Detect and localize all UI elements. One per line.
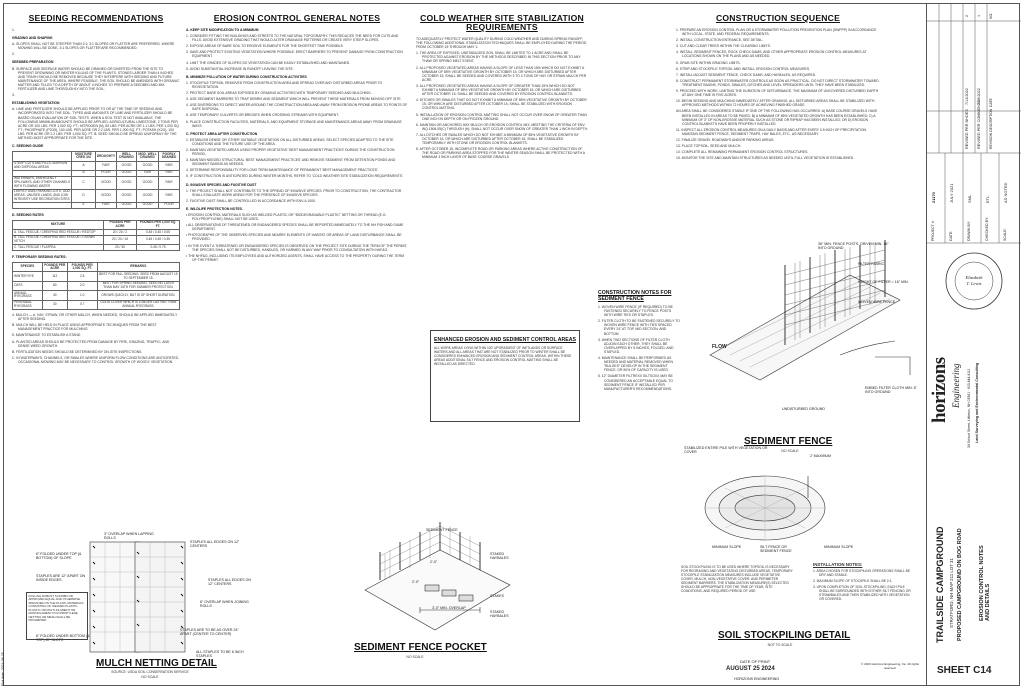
erosion-note: • IN THE EVENT A THREATENED OR ENDANGERED SPECIES IS OBSERVED ON THE PROJECT SITE DURING THE TERM OF THE PERMIT, THE SPECIES SHALL NOT BE DISTURBED, HANDLED, OR HARMED IN ANY WAY PRIOR TO CONSULTATION WITH NHF&G. <box>186 243 408 252</box>
firm-logo-tag: Engineering <box>951 363 961 408</box>
pocket-haybales-label: STAKED HAYBALES <box>490 552 509 561</box>
sheet-name: EROSION CONTROL NOTES AND DETAILS <box>979 545 992 621</box>
table-cell: 0.45 / 0.45 / 0.35 <box>136 235 179 244</box>
mulch-staples-side-label: STAPLES ALL EDGES ON 12" CENTERS <box>208 578 251 587</box>
firm-logo: horizons <box>929 357 950 423</box>
mulch-netting-scale: NO SCALE <box>141 675 159 679</box>
date-of-print: AUGUST 25 2024 <box>726 666 775 672</box>
install-note: 2. MAXIMUM SLOPE OF STOCKPILE SHALL BE 2:1. <box>813 579 893 583</box>
table-row <box>13 291 180 300</box>
cold-weather-note: 6. MAINTAIN OR ANCHORED HAY MULCH OR EROSION CONTROL MIX, MEETING THE CRITERIA OF ENV-WQ 1506.05(C) THROUGH (H), SHALL NOT OCCUR OVER SNOW OF GREATER THAN 1 INCH IN DEPTH. <box>416 122 588 131</box>
seeding-tail-note: 5. MAINTENANCE TO ESTABLISH A STAND <box>12 333 81 338</box>
pocket-fence-label: SEDIMENT FENCE <box>426 528 458 532</box>
sequence-step: AN AREA SHALL BE CONSIDERED STABLE IF ONE OF THE FOLLOWING HAS OCCURRED: A) BASE COURSE GRAVELS HAVE BEEN INSTALLED IN AREAS TO BE PAVED; B) A MINIMUM OF 85% VEGETATED GROWTH HAS BEEN ESTABLISHED; C) A MINIMUM OF 3" OF NON-EROSIVE MATERIAL SUCH AS STONE OR RIPRAP HAS BEEN INSTALLED; OR D) EROSION CONTROL BLANKETS HAVE BEEN PROPERLY INSTALLED. <box>676 109 878 126</box>
sediment-fence-note: 2. FILTER CLOTH TO BE FASTENED SECURELY TO WOVEN WIRE FENCE WITH TIES SPACED EVERY 24" AT TOP, MID SECTION, AND BOTTOM. <box>598 319 680 336</box>
rev-1-date: 2/28/2022 <box>977 88 981 105</box>
seeding-item-number: 1. <box>12 28 15 32</box>
stockpile-height-label: 2' MAXIMUM <box>810 454 832 458</box>
table-cell: 1.0 <box>67 291 97 300</box>
firm-services: Land Surveying and Environmental Consulting <box>975 362 979 443</box>
table-cell: POOR <box>159 202 180 208</box>
pocket-stakes-label: STAKES <box>490 594 504 598</box>
cold-weather-items <box>416 51 588 159</box>
table-cell: C. TALL FESCUE / FLATPEA <box>13 245 104 251</box>
table-cell: B <box>72 170 96 176</box>
erosion-note: 4. LIMIT THE GRADES OF SLOPES SO VEGETATION CAN BE EASILY ESTABLISHED AND MAINTAINED. <box>186 60 351 65</box>
svg-text:Elizabeth: Elizabeth <box>965 275 983 280</box>
erosion-note: 4. USE DIVERSIONS TO DIRECT WATER AROUND THE CONSTRUCTION AREA AND AWAY FROM EROSION PRONE AREAS TO POINTS OF SAFE DISPOSAL. <box>186 103 408 112</box>
pe-stamp-seal <box>944 251 1004 311</box>
table-row <box>13 161 180 170</box>
stockpile-stabilize-label: STABILIZED ENTIRE PILE WITH VEGETATION OR COVER <box>684 446 768 455</box>
sediment-fence-notes-title: CONSTRUCTION NOTES FOR SEDIMENT FENCE <box>598 290 672 302</box>
table-cell: FAIR <box>159 189 180 202</box>
sequence-step: 14. COMPLETE ALL REMAINING PERMANENT EROSION CONTROL STRUCTURES. <box>676 150 809 155</box>
table-cell: BEST FOR SPRING SEEDING. SEED NO LATER THAN MAY 15TH FOR SUMMER PROTECTION. <box>97 281 179 290</box>
seeding-items <box>12 28 180 140</box>
cold-weather-requirements <box>416 14 588 314</box>
seeding-item-heading: ESTABLISHING VEGETATION <box>12 101 60 106</box>
mulch-folded-top-label: 6" FOLDED UNDER TOP (& BOTTOM) OF SLOPE <box>36 552 82 561</box>
firm-address: 34 School Street, Littleton, NH 03561 · 603.444.4111 <box>967 368 971 448</box>
erosion-note: 3. MAINTAIN NEEDED STRUCTURAL 'BEST MANAGEMENT PRACTICES' AND REMOVE SEDIMENT FROM DETENTION PONDS AND SEDIMENT BASINS AS NEEDED. <box>186 158 396 167</box>
plot-date-label: Plot date: 2024-08-25 <box>1 652 5 686</box>
erosion-note: 1. STOCKPILE TOPSOIL REMOVED FROM CONSTRUCTION AREA AND SPREAD OVER ANY DISTURBED AREAS PRIOR TO REVEGETATION. <box>186 80 383 89</box>
sequence-step: 5. GRUB SITE WITHIN GRADING LIMITS. <box>676 60 741 65</box>
erosion-title: EROSION CONTROL GENERAL NOTES <box>213 14 381 23</box>
table-cell: 2.0 <box>67 281 97 290</box>
erosion-note: 1. CONSIDER FITTING THE BUILDINGS AND STREETS TO THE NATURAL TOPOGRAPHY. THIS REDUCES THE NEED FOR CUTS AND FILLS. AVOID EXTENSIVE GRADING THAT WOULD ALTER DRAINAGE PATTERNS OR CREATE VERY STEEP SLOPES. <box>186 34 399 43</box>
table-cell: 0.45 / 0.45 / 0.05 <box>136 230 179 236</box>
erosion-note: 5. AVOID SUBSTANTIAL INCREASE IN RUNOFF LEAVING THE SITE. <box>186 66 294 71</box>
rev-2-desc: REVISED PER NHDES <box>965 109 969 149</box>
erosion-note: 1. ESTABLISH DENSE OR OTHER SUITABLE VEGETATION ON ALL DISTURBED AREAS. SELECT SPECIES ADAPTED TO THE SITE CONDITIONS AND THE FUTURE USE OF THE AREA. <box>186 137 394 146</box>
erosion-note: 3. SAVE AND PROTECT EXISTING VEGETATION WHERE POSSIBLE. ERECT BARRIERS TO PREVENT DAMAGE FROM CONSTRUCTION EQUIPMENT. <box>186 50 403 59</box>
install-note-items <box>813 569 915 601</box>
table-cell: FAIR <box>136 170 158 176</box>
seeding-item-heading: SEEDBED PREPARATION <box>12 60 54 65</box>
mulch-staples-top-label: STAPLES ALL EDGES ON 12" CENTERS <box>190 540 240 549</box>
sediment-fence-note: 1. WOVEN WIRE FENCE (IF REQUIRED) TO BE FASTENED SECURELY TO FENCE POSTS WITH WIRE TIES OR STAPLES. <box>598 305 673 318</box>
sequence-step: 9. PROCEED WITH WORK, LIMITING THE DURATION OF DISTURBANCE. THE MAXIMUM OF UNCOVERED DISTURBED EARTH AT ANY ONE TIME IS FIVE ACRES. <box>676 89 879 98</box>
fence-post-label: 36" MIN. FENCE POSTS, DRIVEN MIN. 16" INTO GROUND <box>818 242 889 251</box>
checked-value: ETL <box>985 195 990 203</box>
seeding-item-text: A. SLOPES SHALL NOT BE STEEPER THAN 2:1; 3:1 SLOPES OR FLATTER ARE PREFERRED. WHERE MOWING WILL BE DONE, 3:1 SLOPES OR FLATTER ARE RECOMMENDED. <box>12 42 175 51</box>
table-header-cell: REMARKS <box>97 263 179 272</box>
checked-label: CHECKED BY: <box>985 216 989 241</box>
install-note: 1. AREA CHOSEN FOR STOCKPILING OPERATIONS SHALL BE DRY AND STABLE. <box>813 569 911 577</box>
table-header-cell: POUNDS PER 1,000 SQ. FT. <box>136 220 179 229</box>
sequence-step: 11. INSPECT ALL EROSION CONTROL MEASURES ON A DAILY BASIS AND AFTER EVERY 0.5 INCH OF PRECIPITATION. MAINTAIN SEDIMENT FENCE, SEDIMENT TRAPS, HAY BALES, ETC., AS NECESSARY. <box>676 127 867 136</box>
revision-table-grid <box>927 3 1021 243</box>
cold-weather-intro: TO ADEQUATELY PROTECT WATER QUALITY DURING COLD WEATHER AND DURING SPRING RUNOFF, THE FOLLOWING ADDITIONAL STABILIZATION TECHNIQUES SHALL BE EMPLOYED DURING THE PERIOD FROM OCTOBER 15 THROUGH MAY 1: <box>416 37 587 50</box>
seeding-item-heading: GRADING AND SHAPING <box>12 36 53 41</box>
table-row <box>13 176 180 189</box>
table-cell: E <box>72 202 96 208</box>
seeding-rates-caption: D. SEEDING RATES <box>12 212 44 217</box>
construction-sequence-items <box>676 28 880 160</box>
table-row <box>13 189 180 202</box>
rev-1-no: 1 <box>977 14 981 17</box>
project-title: TRAILSIDE CAMPGROUND <box>935 526 945 643</box>
table-cell: GOOD <box>117 161 137 170</box>
table-cell: GOOD <box>117 176 137 189</box>
table-cell: 20 / 20 / 2 <box>104 230 137 236</box>
filter-fabric-label: FILTER FABRIC <box>858 262 885 266</box>
title-block <box>926 3 1020 686</box>
erosion-note: 4. DETERMINE RESPONSIBILITY FOR LONG TERM MAINTENANCE OF PERMANENT 'BEST MANAGEMENT PRACTICES'. <box>186 168 379 173</box>
copyright-notice: © 2023 Horizons Engineering, Inc. All rights reserved. <box>861 662 919 671</box>
cold-weather-note: 7. ALL DITCHES OR SWALES WHICH DO NOT EXHIBIT A MINIMUM OF 85% VEGETATIVE GROWTH BY OCTOBER 15, OR WHICH ARE DISTURBED AFTER OCTOBER 15, SHALL BE STABILIZED TEMPORARILY WITH STONE OR EROSION CONTROL BLANKETS. <box>416 132 579 146</box>
table-cell: GOOD <box>117 170 137 176</box>
seeding-item-number: 3. <box>12 93 15 98</box>
erosion-note: 2. EXPOSE AREAS OF BARE SOIL TO EROSIVE ELEMENTS FOR THE SHORTEST TIME POSSIBLE. <box>186 44 344 49</box>
cold-weather-note: 1. THE AREA OF EXPOSED, UNSTABILIZED SOIL SHALL BE LIMITED TO 1 ACRE AND SHALL BE PROTECTED AGAINST EROSION BY THE METHODS DESCRIBED IN THIS SECTION PRIOR TO ANY THAW OR SPRING MELT EVENT. <box>416 51 581 64</box>
erosion-section-heading: B. MINIMIZE POLLUTION OF WATER DURING CONSTRUCTION ACTIVITIES <box>186 74 307 79</box>
rev-2-no: 2 <box>965 14 969 17</box>
table-cell: GOOD COVER WHICH IS LONGER LASTING THAN ANNUAL RYEGRASS. <box>97 300 179 309</box>
pocket-dim-1: 2'-0" <box>430 560 438 564</box>
soil-stockpiling-title: SOIL STOCKPILING DETAIL <box>718 630 851 641</box>
table-cell: GOOD <box>95 189 116 202</box>
cold-weather-note: 2. ALL PROPOSED VEGETATED AREAS HAVING A SLOPE OF LESS THAN 15% WHICH DO NOT EXHIBIT A MINIMUM OF 85% VEGETATIVE GROWTH BY OCTOBER 15, OR WHICH ARE DISTURBED AFTER OCTOBER 15, SHALL BE SEEDED AND COVERED WITH 3 TO 4 TONS OF HAY OR STRAW MULCH PER ACRE. <box>416 65 587 82</box>
table-header-row <box>13 220 180 229</box>
table-cell: FAIR <box>159 161 180 170</box>
seeding-rates-table <box>12 220 180 251</box>
sediment-fence-note-items <box>598 305 680 391</box>
sequence-step: 6. STRIP AND STOCKPILE TOPSOIL AND INSTALL EROSION CONTROL MEASURES. <box>676 66 811 71</box>
seeding-item-text: B. SURFACE AND SEEPAGE WATER SHOULD BE DRAINED OR DIVERTED FROM THE SITE TO PREVENT DROWNING OR WINTER KILLING OF THE PLANTS. STONES LARGER THAN 4 INCHES AND TRASH SHOULD BE REMOVED BECAUSE THEY INTERFERE WITH SEEDING AND FUTURE MAINTENANCE OF THE AREA. WHERE FEASIBLE, THE SOIL SHOULD BE AMENDED WITH ORGANIC MATTER AND TILLED TO A DEPTH OF ABOUT 4 INCHES TO PREPARE A SEEDBED AND MIX FERTILIZER AND LIME THOROUGHLY INTO THE SOIL. <box>12 66 180 92</box>
table-cell: LIGHTLY USED PARKING LOTS, ODD AREAS, UNUSED LANDS, AND LOW INTENSITY USE RECREATION SITES <box>14 189 70 201</box>
flow-label: FLOW <box>712 344 727 350</box>
erosion-note: 2. MAINTAIN VEGETATED AREAS USING PROPER VEGETATIVE 'BEST MANAGEMENT PRACTICES' DURING THE CONSTRUCTION PERIOD. <box>186 147 395 157</box>
table-cell: FAIR <box>159 176 180 189</box>
erosion-section-heading: A. KEEP SITE MODIFICATION TO A MINIMUM <box>186 28 259 32</box>
mulch-staples-inside-label: STAPLES ARE 12" APART ON INSIDE EDGES <box>36 574 86 583</box>
table-cell: GOOD <box>117 189 137 202</box>
sequence-step: 12. FINALIZE GRAVEL ROADWAYS AND/OR PARKING AREAS. <box>676 137 775 142</box>
table-cell: 112 <box>42 272 67 281</box>
table-cell: A. TALL FESCUE / CREEPING RED FESCUE / REDTOP <box>13 230 104 236</box>
stockpile-fence-label: SILT FENCE OR SEDIMENT FENCE <box>760 545 792 554</box>
erosion-section-heading: E. WILDLIFE PROTECTION NOTES. <box>186 206 243 211</box>
seeding-tail-note: B. MULCH WILL BE HELD IN PLACE USING APPROPRIATE TECHNIQUES FROM THE BEST MANAGEMENT PRACTICE FOR MULCHING. <box>12 323 157 332</box>
table-cell: 20 / 30 <box>104 245 137 251</box>
erosion-control-notes <box>186 14 408 454</box>
table-cell: GOOD <box>117 202 137 208</box>
mulch-overlap-label: 3" OVERLAP WHEN LAPPING ROLLS <box>104 532 154 541</box>
seeding-tail-note: 4. MULCH — A. HAY, STRAW, OR OTHER MULCH, WHEN NEEDED, SHOULD BE APPLIED IMMEDIATELY AFTER SEEDING. <box>12 313 178 322</box>
project-location: STRATFORD, NH MAP 211 LOT 31 <box>949 558 954 628</box>
filter-height-label: HEIGHT OF FILTER = 16" MIN. <box>858 280 909 284</box>
table-cell: STEEP CUTS AND FILLS, BORROW AND DISPOSAL AREAS <box>13 161 72 170</box>
enhanced-erosion-box <box>430 330 580 422</box>
table-cell: 0.7 <box>67 300 97 309</box>
sediment-fence-notes <box>598 287 680 432</box>
table-cell: D <box>72 189 96 202</box>
soil-stockpile-drawing <box>690 458 840 558</box>
sediment-fence-note: 3. WHEN TWO SECTIONS OF FILTER CLOTH ADJOIN EACH OTHER, THEY SHALL BE OVERLAPPED BY 6 INCHES, FOLDED, AND STAPLED. <box>598 337 674 354</box>
seeding-tail-note: B. FERTILIZATION NEEDS SHOULD BE DETERMINED BY ON-SITE INSPECTIONS. <box>12 349 143 354</box>
erosion-sections <box>186 28 408 262</box>
seeding-guide-caption: C. SEEDING GUIDE <box>12 144 44 149</box>
erosion-note: 5. IF CONSTRUCTION IS ANTICIPATED DURING WINTER MONTHS, REFER TO 'COLD WEATHER SITE STABILIZATION REQUIREMENTS'. <box>186 174 404 179</box>
install-note: 3. UPON COMPLETION OF SOIL STOCKPILING, EACH PILE SHALL BE SURROUNDED WITH EITHER SILT FENCING OR STRAWBALES AND THEN STABILIZED WITH VEGETATION OR COVERED. <box>813 585 911 601</box>
table-header-cell: POUNDS PER 1,000 SQ. FT. <box>67 263 97 272</box>
table-cell: GOOD <box>136 202 158 208</box>
table-cell: BEST FOR FALL SEEDING. SEED FROM AUGUST 15 TO SEPTEMBER 15. <box>99 271 178 280</box>
sequence-step: 4. INSTALL SEDIMENT FENCES, ROCK CHECK DAMS, AND OTHER APPROPRIATE EROSION CONTROL MEASURES AT LOCATIONS SHOWN ON THE PLANS AND AS NEEDED. <box>676 50 867 59</box>
erosion-note: 5. USE TEMPORARY CULVERTS OR BRIDGES WHEN CROSSING STREAMS WITH EQUIPMENT. <box>186 113 339 118</box>
cold-weather-note: 3. ALL PROPOSED VEGETATED AREAS HAVING A SLOPE OF GREATER THAN 15% WHICH DO NOT EXHIBIT A MINIMUM OF 85% VEGETATIVE GROWTH BY OCTOBER 15, OR WHICH ARE DISTURBED AFTER OCTOBER 15, SHALL BE SEEDED AND COVERED BY EROSION CONTROL BLANKETS. <box>416 83 582 97</box>
sediment-fence-note: 5. 12" DIAMETER FILTREXX SILTSOXX MAY BE CONSIDERED AN ACCEPTABLE EQUAL TO SEDIMENT FENCE IF INSTALLED PER MANUFACTURER'S RECOMMENDATIONS. <box>598 374 673 391</box>
firm-name-footer: HORIZONS ENGINEERING <box>734 677 780 681</box>
scale-value: AS NOTED <box>1003 182 1008 203</box>
erosion-note: 2. FUGITIVE DUST SHALL BE CONTROLLED IN ACCORDANCE WITH ENV-A 1000. <box>186 198 316 203</box>
table-header-row <box>13 152 180 161</box>
mulch-note-box: ROLLING ROBUST SC150BN OR APPROVED EQUAL AND OTHERWISE SPECIFIED ON THE PLANS. MATERIALS CONSISTING OF WELDED PLASTIC, PLASTIC OR MULTI-FILAMENT OR MONOFILAMENT POLYPROPYLENE NETTING OR MESH SHALL BE PROHIBITED. <box>26 592 88 640</box>
table-header-cell: POUNDS PER ACRE <box>44 262 66 271</box>
enhanced-erosion-text: ALL WORK AREAS LYING WITHIN 100' UPGRADIENT OF WETLANDS OR SURFACE WATERS AND ALL AREAS THAT ARE NOT STABILIZED PRIOR TO WINTER SHALL BE CONSIDERED ENHANCED EROSION AND SEDIMENT CONTROL AREAS. WITHIN THESE AREAS ADDITIONAL SILT FENCE AND EROSION CONTROL MATTING SHALL BE INSTALLED AS DIRECTED. <box>434 346 572 366</box>
sequence-step: 15. MONITOR THE SITE AND MAINTAIN STRUCTURES AS NEEDED UNTIL FULL VEGETATION IS ESTABLISHED. <box>676 156 855 161</box>
seeding-recommendations <box>12 14 180 514</box>
erosion-note: 3. USE SEDIMENT BARRIERS TO TRAP DEBRIS AND SEDIMENT WHICH WILL PREVENT THESE MATERIALS FROM MOVING OFF SITE. <box>186 97 402 102</box>
table-header-cell: POUNDS PER ACRE <box>104 220 137 229</box>
table-row <box>13 281 180 290</box>
table-cell: 0.45 / 0.75 <box>136 245 179 251</box>
table-cell: PERENNIAL RYEGRASS <box>13 300 43 309</box>
table-cell: FAIR <box>95 202 116 208</box>
seeding-item-text: A. LIME AND FERTILIZER SHOULD BE APPLIED PRIOR TO OR AT THE TIME OF SEEDING AND INCORPORATED INTO THE SOIL. TYPES AND AMOUNTS OF LIME AND FERTILIZER SHOULD BE BASED ON AN EVALUATION OF SOIL TESTS. WHEN A SOIL TEST IS NOT AVAILABLE, THE FOLLOWING MINIMUM AMOUNTS SHOULD BE APPLIED: AGRICULTURAL LIMESTONE, 2 TONS PER ACRE OR 100 LBS. PER 1,000 SQ. FT.; NITROGEN (N), 50 LBS. PER ACRE OR 1.1 LBS. PER 1,000 SQ. FT.; PHOSPHATE (P2O5), 100 LBS. PER ACRE OR 2.2 LBS. PER 1,000 SQ. FT.; POTASH (K2O), 100 LBS. PER ACRE OR 2.2 LBS. PER 1,000 SQ. FT. B. SEED SHOULD BE SPREAD UNIFORMLY BY THE METHOD MOST APPROPRIATE FOR THE SITE. <box>12 107 180 140</box>
erosion-note: 2. PROTECT BARE SOIL AREAS EXPOSED BY GRADING ACTIVITIES WITH TEMPORARY SEEDING AND MULCHING. <box>186 91 372 96</box>
sequence-step: 2. INSTALL CONSTRUCTION ENTRANCE, SEE DETAIL. <box>676 38 764 43</box>
table-header-cell: POORLY DRAINED <box>159 152 180 161</box>
seeding-tail-note: A. PLANTED AREAS SHOULD BE PROTECTED FROM DAMAGE BY FIRE, GRAZING, TRAFFIC, AND DENSE WEED GROWTH. <box>12 339 170 348</box>
sediment-fence-pocket-title: SEDIMENT FENCE POCKET <box>354 642 487 653</box>
temp-seeding-caption: F. TEMPORARY SEEDING RATES: <box>12 254 67 259</box>
temporary-seeding-table <box>12 262 180 310</box>
table-header-cell: MOISTURE CRED 3/U <box>72 152 96 161</box>
table-cell: GOOD <box>136 176 158 189</box>
rev-header-date: DATE <box>989 98 993 107</box>
table-header-cell: SPECIES <box>13 263 43 272</box>
scale-label: SCALE: <box>1003 228 1007 241</box>
table-cell: FAIR <box>159 170 180 176</box>
sediment-fence-scale: NO SCALE <box>781 449 799 453</box>
install-notes-title: INSTALLATION NOTES: <box>813 562 863 567</box>
sequence-step: 8. CONSTRUCT PERMANENT STORMWATER CONTROLS AS SOON AS PRACTICAL. DO NOT DIRECT STORMWATER TOWARD TREATMENT BASINS, PONDS, SWALES, DITCHES AND LEVEL SPREADERS UNTIL THEY HAVE BEEN STABILIZED. <box>676 78 879 87</box>
enhanced-erosion-title: ENHANCED EROSION AND SEDIMENT CONTROL AREAS <box>434 337 576 343</box>
undisturbed-ground-label: UNDISTURBED GROUND <box>782 407 825 411</box>
erosion-note: 1. THE PROJECT SHALL NOT CONTRIBUTE TO THE SPREAD OF INVASIVE SPECIES. PRIOR TO CONSTRUCTION, THE CONTRACTOR SHALL EVALUATE WORK AREAS FOR THE PRESENCE OF INVASIVE SPECIES. <box>186 188 402 197</box>
seeding-title: SEEDING RECOMMENDATIONS <box>28 14 164 23</box>
table-cell: 30 <box>42 300 67 309</box>
table-cell: GOOD <box>136 161 158 170</box>
cold-weather-note: 5. INSTALLATION OF EROSION CONTROL MATTING SHALL NOT OCCUR OVER SNOW OF GREATER THAN ONE INCH IN DEPTH OR ON FROZEN GROUND. <box>416 112 587 121</box>
seeding-item-number: 2. <box>12 52 15 57</box>
table-cell <box>13 202 72 208</box>
erosion-note: 6. PLACE CONSTRUCTION FACILITIES, MATERIALS, AND EQUIPMENT STORAGE AND MAINTENANCE AREAS AWAY FROM DRAINAGE WAYS. <box>186 119 402 128</box>
sequence-step: 1. PREPARE AN EROSION CONTROL PLAN OR A STORMWATER POLLUTION PREVENTION PLAN (SWPPP) IN ACCORDANCE WITH LOCAL, STATE, AND FEDERAL REQUIREMENTS. <box>676 28 877 37</box>
project-no: 21170 <box>931 192 936 203</box>
sediment-fence-pocket-drawing <box>360 530 520 640</box>
svg-text:T. Lewis: T. Lewis <box>966 281 982 286</box>
project-proposed: PROPOSED CAMPGROUND ON BOG ROAD <box>957 528 963 641</box>
sequence-step: 10. BEGIN SEEDING AND MULCHING IMMEDIATELY AFTER GRADING. ALL DISTURBED AREAS SHALL BE STABILIZED WITH APPROVED METHODS WITHIN 72 HOURS OF ACHIEVING FINISHED GRADE. <box>676 99 875 108</box>
seeding-tail-notes <box>12 313 180 364</box>
table-cell: FAIR <box>95 161 116 170</box>
table-row <box>13 235 180 244</box>
pocket-overlap-label: 3'-0" MIN. OVERLAP <box>432 606 466 610</box>
woven-wire-label: WOVEN WIRE FENCE <box>858 300 896 304</box>
table-cell: B. TALL FESCUE / CREEPING RED FESCUE / CROWN VETCH <box>13 235 104 244</box>
stockpile-install-box <box>810 560 918 624</box>
table-cell: C <box>72 176 96 189</box>
sequence-step: 7. INSTALL/ADJUST SEDIMENT FENCE, CHECK DAMS, AND HAYBALES, AS REQUIRED. <box>676 72 817 77</box>
rev-header-desc: REVISION DESCRIPTION <box>989 108 993 149</box>
stockpile-note: SOIL STOCKPILING IS TO BE USED WHERE TOPSOIL IS NECESSARY FOR REGRADING AND VEGETATING DISTURBED AREAS. TEMPORARY STOCKPILE STABILIZATION MEASURES INCLUDE VEGETATIVE COVER, MULCH, NON-VEGETATIVE COVER, AND PERIMETER SEDIMENT BARRIERS. THE STABILIZATION MEASURE(S) SELECTED SHOULD BE APPROPRIATE FOR THE TIME OF YEAR, SITE CONDITIONS, AND REQUIRED PERIOD OF USE. <box>681 565 793 593</box>
table-cell: 80 <box>42 281 67 290</box>
table-header-cell: MOD. WELL DRAINED <box>138 151 157 160</box>
table-row <box>13 245 180 251</box>
sediment-fence-note: 4. MAINTENANCE SHALL BE PERFORMED AS NEEDED AND MATERIAL REMOVED WHEN "BULGES" DEVELOP IN THE SEDIMENT FENCE, OR 50% OF CAPACITY IS USED. <box>598 356 673 373</box>
construction-sequence <box>676 14 880 266</box>
project-no-label: PROJECT #: <box>931 220 935 241</box>
soil-stockpiling-scale: NOT TO SCALE <box>767 643 793 647</box>
drawn-label: DRAWN BY: <box>967 220 971 241</box>
embed-filter-label: EMBED FILTER CLOTH MIN. 6" INTO GROUND <box>865 386 917 395</box>
table-cell: POOR <box>95 170 116 176</box>
table-header-cell: DROUGHTY <box>95 152 116 161</box>
table-cell: GOOD <box>136 189 158 202</box>
table-header-cell: MIXTURE <box>13 220 104 229</box>
mulch-netting-source: SOURCE: USDA SOIL CONSERVATION SERVICE <box>111 670 189 674</box>
cold-weather-note: 8. AFTER OCTOBER 15, INCOMPLETE ROAD OR PARKING AREAS WHERE ACTIVE CONSTRUCTION OF THE ROAD OR PARKING AREA STOPPED FOR THE WINTER SEASON SHALL BE PROTECTED WITH A MINIMUM 3 INCH LAYER OF BASE COURSE GRAVELS. <box>416 147 585 160</box>
table-cell: 20 / 20 / 15 <box>104 235 137 244</box>
stockpile-min-slope-label: MINIMUM SLOPE <box>712 545 742 549</box>
erosion-note: • EROSION CONTROL MATERIALS SUCH AS WELDED PLASTIC OR "BIODEGRADABLE PLASTIC" NETTING OR THREAD (E.G. POLYPROPYLENE) SHALL NOT BE USED. <box>186 213 387 222</box>
rev-2-date: 7/14/2022 <box>965 88 969 105</box>
table-cell: GOOD <box>95 176 116 189</box>
date-value: JULY 2021 <box>949 183 954 203</box>
table-cell: ANNUAL RYEGRASS <box>13 291 43 300</box>
cold-weather-title: COLD WEATHER SITE STABILIZATION REQUIREMENTS <box>420 14 584 32</box>
pocket-dim-2: 2'-0" <box>412 580 420 584</box>
rev-1-desc: REVISED PER COMMENTS <box>977 100 981 149</box>
pocket-haybales-label-2: STAKED HAYBALES <box>490 610 509 619</box>
table-header-cell: WELL DRAINED <box>117 152 137 161</box>
stockpile-min-slope-label-2: MINIMUM SLOPE <box>824 545 854 549</box>
erosion-note: • ALL OBSERVATIONS OF THREATENED OR ENDANGERED SPECIES SHALL BE REPORTED IMMEDIATELY TO THE NH FISH AND GAME DEPARTMENT. <box>186 223 404 232</box>
mulch-staples-size-label: ALL STAPLES TO BE 6 INCH STAPLES <box>196 650 244 659</box>
table-cell: WATERWAYS, EMERGENCY SPILLWAYS, AND OTHER CHANNELS WITH FLOWING WATER <box>14 176 71 188</box>
mulch-folded-bottom-label: 6" FOLDED UNDER BOTTOM (& TOP) OF SLOPE <box>36 634 90 643</box>
table-cell: OATS <box>13 281 43 290</box>
erosion-section-heading: C. PROTECT AREA AFTER CONSTRUCTION <box>186 131 258 136</box>
date-of-print-label: DATE OF PRINT <box>740 659 771 664</box>
cold-weather-note: 4. DITCHES OR SWALES THAT DO NOT EXHIBIT A MINIMUM OF 85% VEGETATIVE GROWTH BY OCTOBER 15, OR WHICH ARE DISTURBED AFTER OCTOBER 15, SHALL BE STABILIZED WITH EROSION CONTROL MATTING. <box>416 98 587 111</box>
table-header-row <box>13 263 180 272</box>
table-cell: A <box>72 161 96 170</box>
table-cell: 40 <box>42 291 67 300</box>
seeding-guide-table <box>12 151 180 208</box>
drawn-value: SML <box>967 194 972 203</box>
table-header-cell <box>13 152 72 161</box>
mulch-joining-label: 6" OVERLAP WHEN JOINING ROLLS <box>200 600 249 609</box>
table-row <box>13 202 180 208</box>
sheet-number: SHEET C14 <box>937 665 992 676</box>
table-cell: 2.5 <box>67 272 97 281</box>
mulch-staples-apart-label: STAPLES ARE TO BE AS OVER 24" APART (CENTER TO CENTER) <box>180 628 239 637</box>
sequence-step: 3. CUT AND CLEAR TREES WITHIN THE CLEARING LIMITS. <box>676 44 771 49</box>
erosion-note: • PHOTOGRAPHS OF THE OBSERVED SPECIES AND NEARBY ELEMENTS OF HABITAT OR AREAS OF LAND DISTURBANCE SHALL BE PROVIDED. <box>186 233 402 242</box>
table-cell: GROWS QUICKLY, BUT IS OF SHORT DURATION. <box>97 291 179 300</box>
sequence-step: 13. PLACE TOPSOIL, SEED AND MULCH. <box>676 144 742 149</box>
seeding-tail-note: C. IN WATERWAYS, CHANNELS, OR SWALES WHERE UNIFORM FLOW CONDITIONS ARE ANTICIPATED, OCCASIONAL MOWING MAY BE NECESSARY TO CONTROL GROWTH OF WOODY VEGETATION. <box>12 355 179 364</box>
construction-sequence-title: CONSTRUCTION SEQUENCE <box>715 14 841 23</box>
erosion-note: • THE NHF&G, INCLUDING ITS EMPLOYEES AND AUTHORIZED AGENTS, SHALL HAVE ACCESS TO THE PROPERTY DURING THE TERM OF THE PERMIT. <box>186 253 404 262</box>
table-row <box>13 300 180 309</box>
sediment-fence-title: SEDIMENT FENCE <box>744 436 833 447</box>
sediment-fence-drawing <box>690 245 920 405</box>
erosion-section-heading: D. INVASIVE SPECIES AND FUGITIVE DUST <box>186 182 257 187</box>
sediment-fence-pocket-scale: NO SCALE <box>406 655 424 659</box>
rev-header-no: NO. <box>989 12 993 19</box>
date-label: DATE: <box>949 230 953 241</box>
mulch-netting-title: MULCH NETTING DETAIL <box>96 658 217 669</box>
table-cell: WINTER RYE <box>13 272 43 281</box>
table-row <box>13 272 180 281</box>
